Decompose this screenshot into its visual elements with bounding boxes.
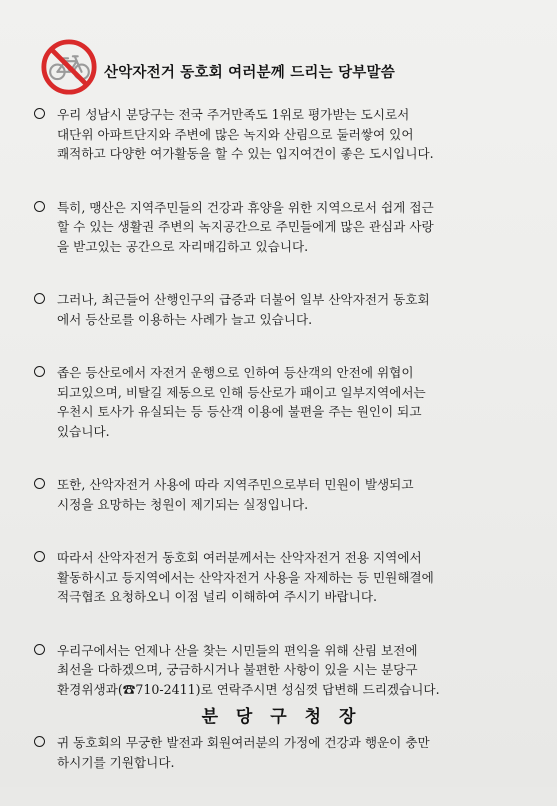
paragraph-line: 특히, 맹산은 지역주민들의 건강과 휴양을 위한 지역으로서 쉽게 접근: [57, 199, 434, 215]
paragraph-line: 쾌적하고 다양한 여가활동을 할 수 있는 입지여건이 좋은 도시입니다.: [57, 146, 434, 161]
paragraph-line: 우천시 토사가 유실되는 등 등산객 이용에 불편을 주는 원인이 되고: [57, 404, 422, 419]
paragraph-item: [34, 363, 524, 441]
paragraph-line: 적극협조 요청하오니 이점 널리 이해하여 주시기 바랍니다.: [57, 589, 377, 604]
paragraph-line: 또한, 산악자전거 사용에 따라 지역주민으로부터 민원이 발생되고: [57, 477, 414, 492]
paragraph-item: [34, 641, 524, 700]
paragraph-line: 좁은 등산로에서 자전거 운행으로 인하여 등산객의 안전에 위협이: [57, 365, 414, 380]
paragraph-line: 따라서 산악자전거 동호회 여러분께서는 산악자전거 전용 지역에서: [57, 550, 422, 565]
paragraph-line: 대단위 아파트단지와 주변에 많은 녹지와 산림으로 둘러쌓여 있어: [57, 126, 414, 142]
paragraph-line: 최선을 다하겠으며, 궁금하시거나 불편한 사항이 있을 시는 분당구: [57, 662, 418, 677]
paragraph-line: 있습니다.: [57, 423, 110, 439]
circle-bullet-icon: [34, 478, 45, 489]
paragraph-line: 활동하시고 등지역에서는 산악자전거 사용을 자제하는 등 민원해결에: [57, 569, 434, 585]
header: [40, 38, 520, 94]
circle-bullet-icon: [34, 201, 45, 212]
paragraph-item: [34, 733, 524, 772]
paragraph-line: 우리구에서는 언제나 산을 찾는 시민들의 편익을 위해 산림 보전에: [57, 642, 418, 658]
paragraph-line: 그러나, 최근들어 산행인구의 급증과 더불어 일부 산악자전거 동호회: [57, 292, 430, 307]
paragraph-line: 하시기를 기원합니다.: [57, 754, 175, 770]
circle-bullet-icon: [34, 551, 45, 562]
no-bicycle-icon: [40, 38, 98, 96]
paragraph-item: [34, 105, 524, 164]
circle-bullet-icon: [34, 736, 45, 747]
notice-title: 산악자전거 동호회 여러분께 드리는 당부말씀: [104, 65, 395, 81]
paragraph-item: [34, 198, 524, 257]
paragraph-line: 할 수 있는 생활권 주변의 녹지공간으로 주민들에게 많은 관심과 사랑: [57, 219, 434, 234]
paragraph-item: [34, 548, 524, 607]
paragraph-line: 에서 등산로를 이용하는 사례가 늘고 있습니다.: [57, 311, 313, 327]
circle-bullet-icon: [34, 644, 45, 655]
signature: 분 당 구 청 장: [201, 707, 356, 727]
circle-bullet-icon: [34, 108, 45, 119]
notice-paragraphs: [34, 105, 524, 806]
paragraph-line: 시정을 요망하는 청원이 제기되는 실정입니다.: [57, 496, 309, 512]
circle-bullet-icon: [34, 366, 45, 377]
paragraph-line: 되고있으며, 비탈길 제동으로 인해 등산로가 패이고 일부지역에서는: [57, 384, 426, 400]
paragraph-item: [34, 475, 524, 514]
paragraph-line: 환경위생과(☎710-2411)로 연락주시면 성심껏 답변해 드리겠습니다.: [57, 681, 440, 697]
paragraph-line: 우리 성남시 분당구는 전국 주거만족도 1위로 평가받는 도시로서: [57, 107, 410, 122]
paragraph-item: [34, 290, 524, 329]
paragraph-line: 귀 동호회의 무궁한 발전과 회원여러분의 가정에 건강과 행운이 충만: [57, 735, 430, 750]
circle-bullet-icon: [34, 293, 45, 304]
paragraph-line: 을 받고있는 공간으로 자리매김하고 있습니다.: [57, 238, 309, 254]
